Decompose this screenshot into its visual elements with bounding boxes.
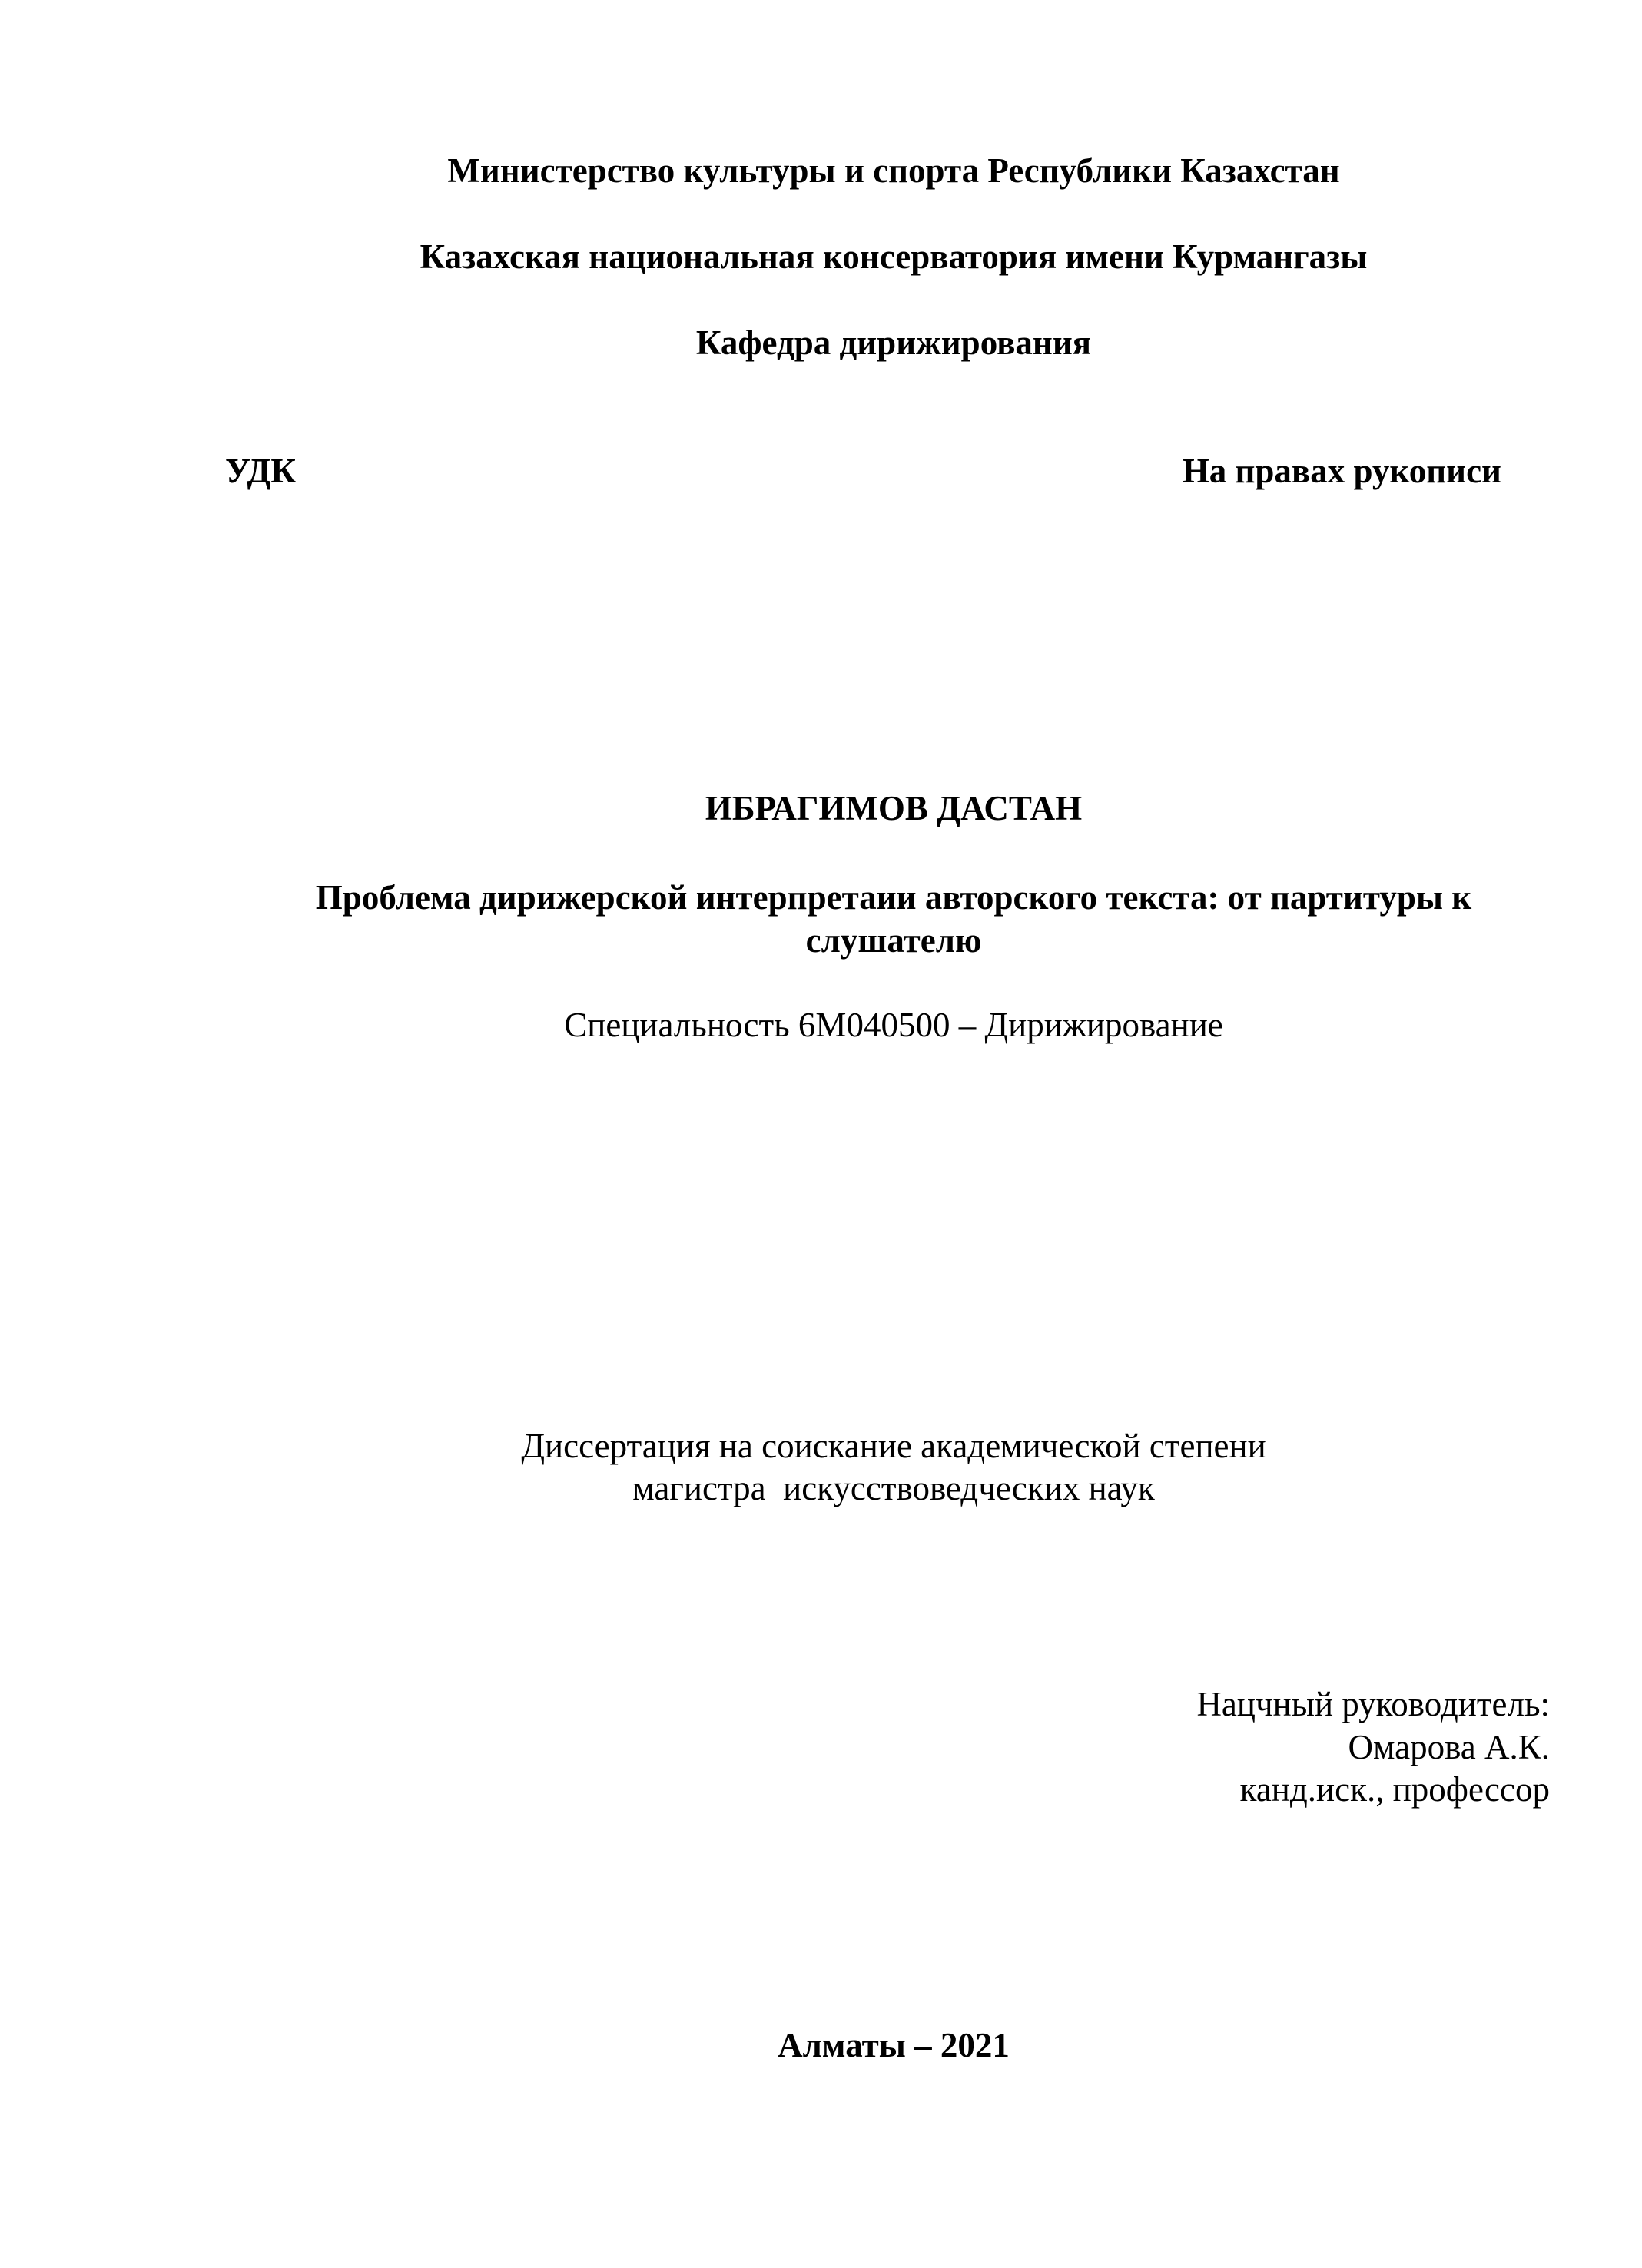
specialty-line: Специальность 6М040500 – Дирижирование: [564, 1006, 1223, 1044]
dissertation-line-2: магистра искусствоведческих наук: [632, 1469, 1155, 1507]
thesis-title-line-1: Проблема дирижерской интерпретаии авторского текста: от партитуры к: [315, 878, 1472, 917]
supervisor-name: Омарова А.К.: [1348, 1728, 1550, 1766]
thesis-title-line-2: слушателю: [805, 921, 982, 960]
ministry-heading: Министерство культуры и спорта Республики Казахстан: [447, 151, 1340, 190]
dissertation-line-1: Диссертация на соискание академической степени: [521, 1427, 1266, 1465]
supervisor-label: Нацчный руководитель:: [1196, 1685, 1550, 1723]
author-name: ИБРАГИМОВ ДАСТАН: [705, 789, 1083, 827]
conservatory-heading: Казахская национальная консерватория имени Курмангазы: [420, 237, 1368, 276]
udk-label: УДК: [225, 452, 297, 490]
manuscript-rights-label: На правах рукописи: [1182, 452, 1501, 490]
department-heading: Кафедра дирижирования: [695, 323, 1092, 362]
city-year: Алматы – 2021: [778, 2026, 1010, 2064]
supervisor-degree: канд.иск., профессор: [1239, 1770, 1550, 1809]
